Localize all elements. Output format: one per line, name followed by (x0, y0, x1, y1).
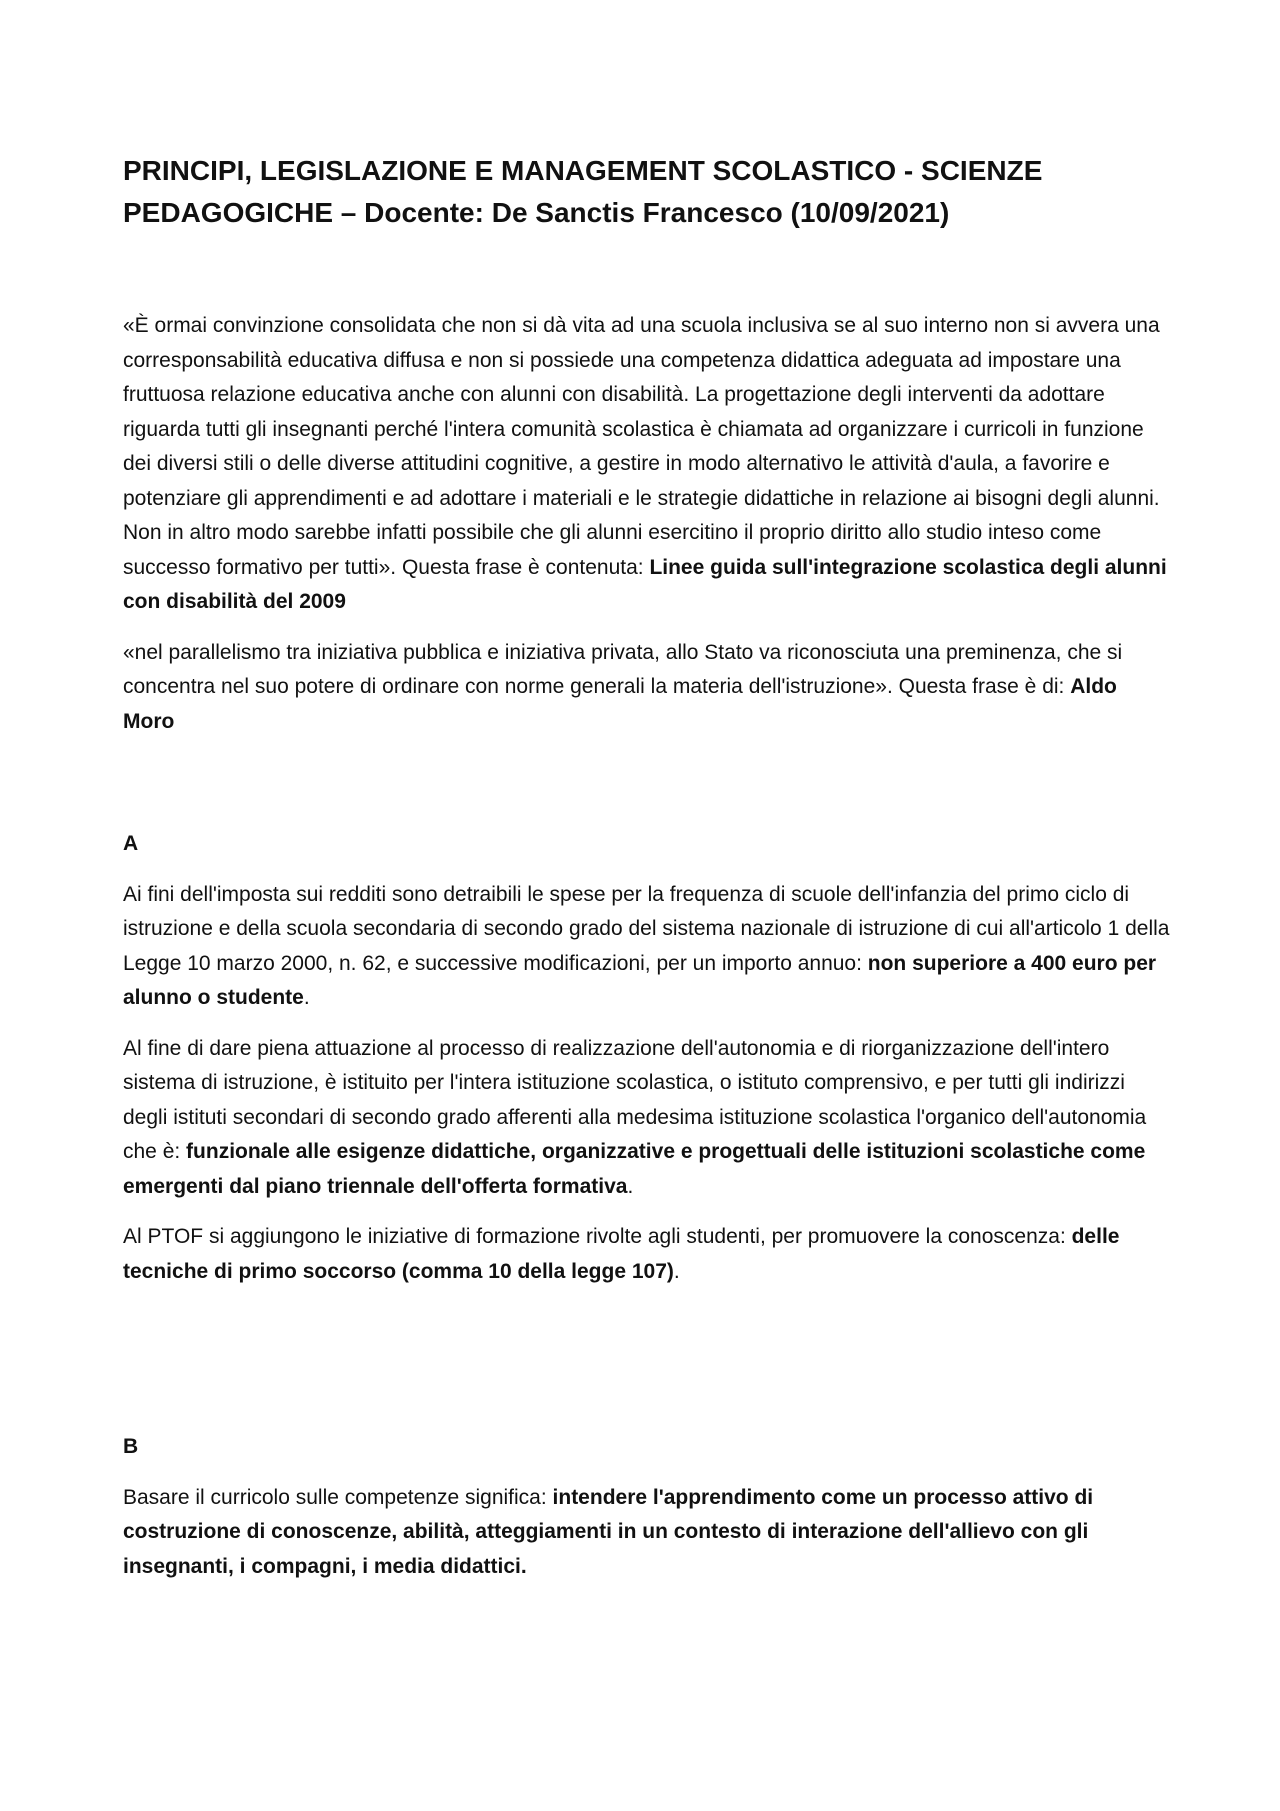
answer-tail: . (673, 1259, 680, 1283)
section-a-question-3 (123, 1220, 1173, 1289)
answer-text: Aldo Moro (123, 675, 1117, 733)
question-text: Ai fini dell'imposta sui redditi sono detraibili le spese per la frequenza di scuole dell'infanzia del primo ciclo di istruzione e della scuola secondaria di secondo grado del sistema nazionale di istruzione di cui all'articolo 1 della Legge 10 marzo 2000, n. 62, e successive modificazioni, per un importo annuo: (123, 882, 1170, 975)
question-text: «nel parallelismo tra iniziativa pubblica e iniziativa privata, allo Stato va riconosciuta una preminenza, che si concentra nel suo potere di ordinare con norme generali la materia dell'istruzione». Questa frase è di: (123, 640, 1123, 698)
question-paragraph-1 (123, 309, 1173, 620)
answer-text: intendere l'apprendimento come un processo attivo di costruzione di conoscenze, abilità, atteggiamenti in un contesto di interazione dell'allievo con gli insegnanti, i compagni, i media didattici. (123, 1485, 1094, 1578)
section-a-question-2 (123, 1032, 1173, 1205)
question-text: Al PTOF si aggiungono le iniziative di formazione rivolte agli studenti, per promuovere la conoscenza: (123, 1225, 1072, 1248)
spacer (123, 1305, 1173, 1430)
question-text: Basare il curricolo sulle competenze significa: (123, 1485, 553, 1509)
section-a-heading: A (123, 832, 139, 855)
answer-text: Linee guida sull'integrazione scolastica degli alunni con disabilità del 2009 (123, 555, 1167, 613)
section-a-question-1 (123, 878, 1173, 1016)
answer-text: non superiore a 400 euro per alunno o studente (123, 951, 1157, 1009)
answer-tail: . (303, 986, 310, 1009)
question-text: «È ormai convinzione consolidata che non si dà vita ad una scuola inclusiva se al suo interno non si avvera una corresponsabilità educativa diffusa e non si possiede una competenza didattica adeguata ad impostare una fruttuosa relazione educativa anche con alunni con disabilità. La progettazione degli interventi da adottare riguarda tutti gli insegnanti perché l'intera comunità scolastica è chiamata ad organizzare i curricoli in funzione dei diversi stili o delle diverse attitudini cognitive, a gestire in modo alternativo le attività d'aula, a favorire e potenziare gli apprendimenti e ad adottare i materiali e le strategie didattiche in relazione ai bisogni degli alunni. Non in altro modo sarebbe infatti possibile che gli alunni esercitino il proprio diritto allo studio inteso come successo formativo per tutti». Questa frase è contenuta: (123, 314, 1160, 579)
question-text: Al fine di dare piena attuazione al processo di realizzazione dell'autonomia e di riorganizzazione dell'intero sistema di istruzione, è istituito per l'intera istituzione scolastica, o istituto comprensivo, e per tutti gli indirizzi degli istituti secondari di secondo grado afferenti alla medesima istituzione scolastica l'organico dell'autonomia che è: (123, 1036, 1147, 1163)
answer-text: delle tecniche di primo soccorso (comma 10 della legge 107) (123, 1225, 1120, 1283)
document-title: PRINCIPI, LEGISLAZIONE E MANAGEMENT SCOLASTICO - SCIENZE PEDAGOGICHE – Docente: De Sanctis Francesco (10/09/2021) (123, 155, 1043, 228)
section-b-question-1 (123, 1481, 1173, 1585)
spacer (123, 755, 1173, 827)
answer-tail: . (627, 1174, 634, 1198)
section-b-heading: B (123, 1435, 139, 1458)
spacer (123, 1465, 1173, 1481)
document-page (123, 150, 1173, 1600)
spacer (123, 862, 1173, 878)
answer-text: funzionale alle esigenze didattiche, organizzative e progettuali delle istituzioni scolastiche come emergenti dal piano triennale dell'offerta formativa (123, 1140, 1146, 1198)
question-paragraph-2 (123, 636, 1173, 740)
